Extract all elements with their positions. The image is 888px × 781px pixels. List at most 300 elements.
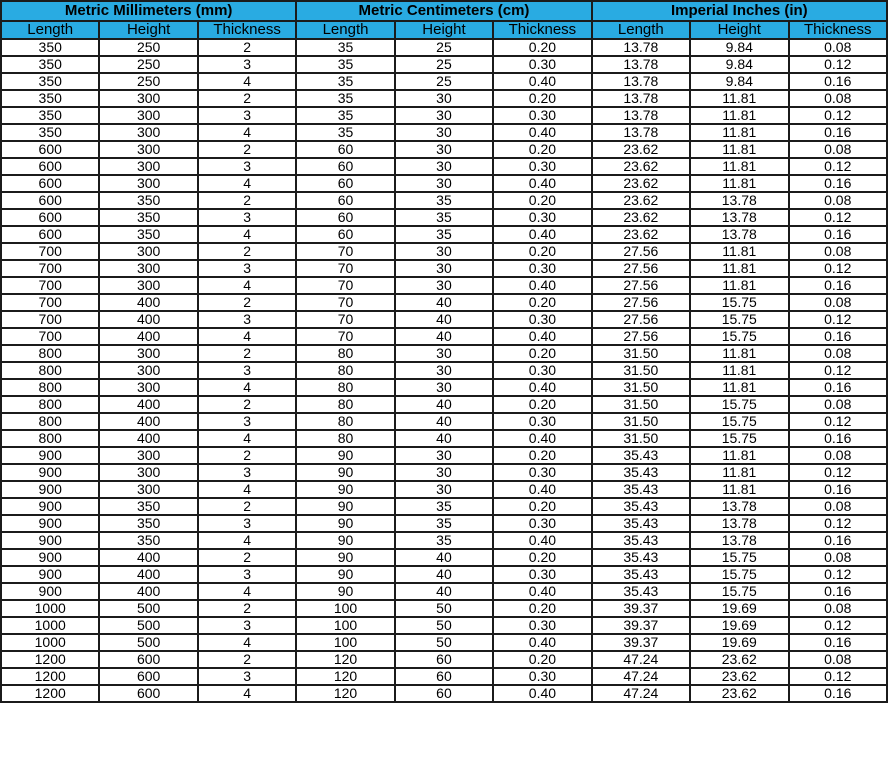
table-cell: 19.69 xyxy=(690,617,788,634)
table-cell: 400 xyxy=(99,430,197,447)
table-cell: 35.43 xyxy=(592,549,690,566)
table-cell: 90 xyxy=(296,498,394,515)
table-cell: 31.50 xyxy=(592,413,690,430)
table-cell: 0.08 xyxy=(789,294,888,311)
table-cell: 0.20 xyxy=(493,651,591,668)
table-cell: 13.78 xyxy=(592,56,690,73)
table-cell: 15.75 xyxy=(690,413,788,430)
table-cell: 300 xyxy=(99,107,197,124)
table-cell: 30 xyxy=(395,243,493,260)
table-cell: 700 xyxy=(1,277,99,294)
table-cell: 0.40 xyxy=(493,685,591,702)
table-cell: 400 xyxy=(99,396,197,413)
table-cell: 350 xyxy=(99,226,197,243)
table-cell: 700 xyxy=(1,243,99,260)
table-cell: 0.16 xyxy=(789,481,888,498)
table-cell: 47.24 xyxy=(592,685,690,702)
table-cell: 35.43 xyxy=(592,583,690,600)
table-row xyxy=(1,634,887,651)
table-cell: 60 xyxy=(296,141,394,158)
table-row xyxy=(1,600,887,617)
table-row xyxy=(1,464,887,481)
table-cell: 0.30 xyxy=(493,209,591,226)
table-cell: 30 xyxy=(395,107,493,124)
table-cell: 0.30 xyxy=(493,515,591,532)
group-header-cm: Metric Centimeters (cm) xyxy=(296,1,591,21)
table-cell: 60 xyxy=(296,209,394,226)
table-cell: 900 xyxy=(1,481,99,498)
table-cell: 60 xyxy=(296,226,394,243)
table-cell: 0.08 xyxy=(789,90,888,107)
table-row xyxy=(1,277,887,294)
table-row xyxy=(1,651,887,668)
table-cell: 900 xyxy=(1,447,99,464)
table-cell: 31.50 xyxy=(592,345,690,362)
group-header-in: Imperial Inches (in) xyxy=(592,1,887,21)
column-header-height-in: Height xyxy=(690,21,788,39)
table-cell: 11.81 xyxy=(690,260,788,277)
table-cell: 40 xyxy=(395,311,493,328)
table-cell: 2 xyxy=(198,498,296,515)
table-row xyxy=(1,447,887,464)
table-cell: 400 xyxy=(99,583,197,600)
table-cell: 0.30 xyxy=(493,668,591,685)
table-cell: 2 xyxy=(198,141,296,158)
table-cell: 0.30 xyxy=(493,158,591,175)
table-cell: 0.16 xyxy=(789,175,888,192)
table-cell: 27.56 xyxy=(592,277,690,294)
table-cell: 60 xyxy=(296,158,394,175)
table-cell: 39.37 xyxy=(592,634,690,651)
table-cell: 39.37 xyxy=(592,617,690,634)
table-cell: 3 xyxy=(198,515,296,532)
table-cell: 0.30 xyxy=(493,617,591,634)
table-cell: 4 xyxy=(198,481,296,498)
table-cell: 80 xyxy=(296,345,394,362)
table-cell: 30 xyxy=(395,481,493,498)
table-cell: 15.75 xyxy=(690,396,788,413)
table-cell: 31.50 xyxy=(592,396,690,413)
table-cell: 1200 xyxy=(1,651,99,668)
table-cell: 700 xyxy=(1,260,99,277)
table-cell: 30 xyxy=(395,277,493,294)
table-cell: 0.12 xyxy=(789,464,888,481)
table-row xyxy=(1,107,887,124)
table-cell: 0.40 xyxy=(493,634,591,651)
table-cell: 60 xyxy=(395,685,493,702)
table-cell: 23.62 xyxy=(690,651,788,668)
table-cell: 35 xyxy=(395,226,493,243)
table-cell: 3 xyxy=(198,107,296,124)
table-cell: 0.12 xyxy=(789,566,888,583)
table-cell: 0.30 xyxy=(493,107,591,124)
table-cell: 0.12 xyxy=(789,158,888,175)
table-cell: 0.08 xyxy=(789,600,888,617)
table-cell: 90 xyxy=(296,549,394,566)
table-row xyxy=(1,549,887,566)
table-cell: 15.75 xyxy=(690,328,788,345)
table-cell: 800 xyxy=(1,413,99,430)
table-cell: 400 xyxy=(99,413,197,430)
table-cell: 600 xyxy=(1,141,99,158)
table-cell: 70 xyxy=(296,260,394,277)
table-row xyxy=(1,566,887,583)
table-cell: 30 xyxy=(395,345,493,362)
table-cell: 11.81 xyxy=(690,141,788,158)
table-cell: 0.12 xyxy=(789,413,888,430)
table-cell: 300 xyxy=(99,447,197,464)
table-cell: 120 xyxy=(296,651,394,668)
table-cell: 80 xyxy=(296,396,394,413)
table-cell: 11.81 xyxy=(690,124,788,141)
table-cell: 40 xyxy=(395,549,493,566)
table-cell: 600 xyxy=(99,651,197,668)
table-cell: 2 xyxy=(198,243,296,260)
table-cell: 0.16 xyxy=(789,634,888,651)
table-row xyxy=(1,243,887,260)
table-cell: 800 xyxy=(1,345,99,362)
table-cell: 90 xyxy=(296,532,394,549)
table-cell: 400 xyxy=(99,294,197,311)
table-cell: 0.30 xyxy=(493,566,591,583)
table-cell: 11.81 xyxy=(690,158,788,175)
table-cell: 0.16 xyxy=(789,685,888,702)
table-cell: 15.75 xyxy=(690,430,788,447)
column-header-thickness-mm: Thickness xyxy=(198,21,296,39)
table-row xyxy=(1,39,887,56)
table-row xyxy=(1,141,887,158)
table-cell: 3 xyxy=(198,413,296,430)
table-cell: 250 xyxy=(99,56,197,73)
table-row xyxy=(1,498,887,515)
table-cell: 800 xyxy=(1,430,99,447)
table-cell: 0.30 xyxy=(493,464,591,481)
table-cell: 11.81 xyxy=(690,464,788,481)
table-cell: 25 xyxy=(395,73,493,90)
table-cell: 30 xyxy=(395,362,493,379)
table-cell: 23.62 xyxy=(690,685,788,702)
table-cell: 0.20 xyxy=(493,396,591,413)
table-cell: 350 xyxy=(1,107,99,124)
table-cell: 0.20 xyxy=(493,90,591,107)
table-cell: 23.62 xyxy=(592,226,690,243)
table-cell: 11.81 xyxy=(690,90,788,107)
table-cell: 23.62 xyxy=(592,192,690,209)
table-cell: 35 xyxy=(296,73,394,90)
table-cell: 0.16 xyxy=(789,583,888,600)
table-cell: 23.62 xyxy=(592,209,690,226)
table-cell: 35 xyxy=(296,124,394,141)
table-cell: 3 xyxy=(198,464,296,481)
table-row xyxy=(1,685,887,702)
table-cell: 0.40 xyxy=(493,226,591,243)
table-cell: 13.78 xyxy=(690,532,788,549)
table-row xyxy=(1,73,887,90)
table-cell: 0.20 xyxy=(493,39,591,56)
table-cell: 35.43 xyxy=(592,515,690,532)
table-cell: 40 xyxy=(395,413,493,430)
table-cell: 4 xyxy=(198,328,296,345)
table-cell: 9.84 xyxy=(690,73,788,90)
table-cell: 0.20 xyxy=(493,141,591,158)
table-cell: 0.40 xyxy=(493,532,591,549)
table-cell: 27.56 xyxy=(592,260,690,277)
table-cell: 0.16 xyxy=(789,328,888,345)
table-cell: 0.30 xyxy=(493,56,591,73)
table-cell: 2 xyxy=(198,90,296,107)
table-cell: 23.62 xyxy=(690,668,788,685)
table-cell: 4 xyxy=(198,430,296,447)
table-cell: 900 xyxy=(1,498,99,515)
table-cell: 300 xyxy=(99,124,197,141)
group-header-mm: Metric Millimeters (mm) xyxy=(1,1,296,21)
table-cell: 0.12 xyxy=(789,107,888,124)
table-cell: 70 xyxy=(296,294,394,311)
table-cell: 40 xyxy=(395,294,493,311)
table-cell: 0.08 xyxy=(789,192,888,209)
table-cell: 300 xyxy=(99,362,197,379)
table-cell: 0.30 xyxy=(493,413,591,430)
table-cell: 2 xyxy=(198,294,296,311)
table-cell: 350 xyxy=(1,39,99,56)
table-cell: 2 xyxy=(198,651,296,668)
table-cell: 50 xyxy=(395,600,493,617)
table-cell: 700 xyxy=(1,328,99,345)
column-header-length-mm: Length xyxy=(1,21,99,39)
table-cell: 0.08 xyxy=(789,39,888,56)
table-cell: 30 xyxy=(395,260,493,277)
table-cell: 4 xyxy=(198,175,296,192)
table-cell: 0.20 xyxy=(493,192,591,209)
table-cell: 3 xyxy=(198,617,296,634)
table-cell: 1200 xyxy=(1,685,99,702)
table-cell: 11.81 xyxy=(690,277,788,294)
table-cell: 250 xyxy=(99,39,197,56)
table-cell: 30 xyxy=(395,464,493,481)
table-cell: 300 xyxy=(99,175,197,192)
table-cell: 0.08 xyxy=(789,651,888,668)
table-row xyxy=(1,379,887,396)
table-cell: 3 xyxy=(198,566,296,583)
table-cell: 3 xyxy=(198,311,296,328)
table-cell: 0.12 xyxy=(789,362,888,379)
table-cell: 13.78 xyxy=(690,209,788,226)
table-cell: 35.43 xyxy=(592,481,690,498)
table-cell: 0.16 xyxy=(789,277,888,294)
table-cell: 13.78 xyxy=(690,192,788,209)
table-row xyxy=(1,158,887,175)
table-cell: 13.78 xyxy=(690,515,788,532)
table-cell: 300 xyxy=(99,158,197,175)
table-cell: 50 xyxy=(395,634,493,651)
table-cell: 90 xyxy=(296,447,394,464)
table-cell: 1000 xyxy=(1,600,99,617)
table-cell: 2 xyxy=(198,345,296,362)
table-cell: 900 xyxy=(1,515,99,532)
table-cell: 0.20 xyxy=(493,447,591,464)
table-row xyxy=(1,260,887,277)
table-cell: 300 xyxy=(99,464,197,481)
table-cell: 3 xyxy=(198,260,296,277)
table-cell: 0.40 xyxy=(493,481,591,498)
column-header-length-cm: Length xyxy=(296,21,394,39)
table-cell: 90 xyxy=(296,481,394,498)
table-cell: 35 xyxy=(395,192,493,209)
table-row xyxy=(1,345,887,362)
table-cell: 40 xyxy=(395,566,493,583)
table-cell: 23.62 xyxy=(592,175,690,192)
table-cell: 13.78 xyxy=(592,39,690,56)
table-cell: 9.84 xyxy=(690,56,788,73)
table-cell: 0.08 xyxy=(789,549,888,566)
table-row xyxy=(1,583,887,600)
table-cell: 30 xyxy=(395,124,493,141)
table-cell: 400 xyxy=(99,549,197,566)
table-cell: 35.43 xyxy=(592,498,690,515)
table-cell: 0.20 xyxy=(493,243,591,260)
table-cell: 80 xyxy=(296,379,394,396)
table-cell: 250 xyxy=(99,73,197,90)
table-cell: 300 xyxy=(99,345,197,362)
table-cell: 11.81 xyxy=(690,447,788,464)
table-cell: 0.16 xyxy=(789,226,888,243)
table-cell: 400 xyxy=(99,566,197,583)
table-cell: 0.40 xyxy=(493,175,591,192)
table-cell: 350 xyxy=(99,515,197,532)
table-cell: 4 xyxy=(198,583,296,600)
column-header-height-cm: Height xyxy=(395,21,493,39)
table-cell: 0.12 xyxy=(789,209,888,226)
table-cell: 500 xyxy=(99,634,197,651)
table-cell: 19.69 xyxy=(690,600,788,617)
table-cell: 0.40 xyxy=(493,328,591,345)
table-cell: 35.43 xyxy=(592,447,690,464)
table-cell: 2 xyxy=(198,600,296,617)
table-cell: 35 xyxy=(296,56,394,73)
table-cell: 600 xyxy=(99,668,197,685)
table-cell: 0.30 xyxy=(493,311,591,328)
table-row xyxy=(1,413,887,430)
table-cell: 900 xyxy=(1,464,99,481)
table-row xyxy=(1,209,887,226)
table-cell: 40 xyxy=(395,328,493,345)
table-cell: 35.43 xyxy=(592,464,690,481)
column-header-row xyxy=(1,21,887,39)
table-cell: 19.69 xyxy=(690,634,788,651)
table-cell: 300 xyxy=(99,260,197,277)
table-cell: 30 xyxy=(395,175,493,192)
table-cell: 60 xyxy=(296,192,394,209)
table-cell: 3 xyxy=(198,56,296,73)
table-cell: 4 xyxy=(198,379,296,396)
table-cell: 350 xyxy=(1,73,99,90)
table-cell: 600 xyxy=(1,209,99,226)
table-cell: 350 xyxy=(99,192,197,209)
table-cell: 0.12 xyxy=(789,260,888,277)
table-cell: 4 xyxy=(198,124,296,141)
table-cell: 35 xyxy=(395,532,493,549)
table-cell: 70 xyxy=(296,277,394,294)
table-cell: 400 xyxy=(99,311,197,328)
table-cell: 15.75 xyxy=(690,583,788,600)
table-cell: 0.08 xyxy=(789,243,888,260)
table-cell: 80 xyxy=(296,430,394,447)
table-cell: 900 xyxy=(1,583,99,600)
table-cell: 60 xyxy=(395,668,493,685)
table-cell: 700 xyxy=(1,311,99,328)
table-cell: 40 xyxy=(395,430,493,447)
table-row xyxy=(1,90,887,107)
table-cell: 100 xyxy=(296,600,394,617)
table-cell: 0.12 xyxy=(789,668,888,685)
table-cell: 4 xyxy=(198,685,296,702)
table-cell: 3 xyxy=(198,668,296,685)
table-cell: 90 xyxy=(296,515,394,532)
table-row xyxy=(1,175,887,192)
table-cell: 300 xyxy=(99,141,197,158)
table-cell: 25 xyxy=(395,56,493,73)
table-cell: 0.40 xyxy=(493,583,591,600)
table-cell: 350 xyxy=(99,209,197,226)
table-cell: 60 xyxy=(296,175,394,192)
table-cell: 100 xyxy=(296,617,394,634)
table-cell: 0.12 xyxy=(789,56,888,73)
table-cell: 0.16 xyxy=(789,532,888,549)
table-cell: 31.50 xyxy=(592,362,690,379)
table-cell: 0.12 xyxy=(789,515,888,532)
table-cell: 15.75 xyxy=(690,549,788,566)
table-row xyxy=(1,124,887,141)
table-cell: 39.37 xyxy=(592,600,690,617)
table-cell: 11.81 xyxy=(690,107,788,124)
table-cell: 35 xyxy=(395,498,493,515)
table-cell: 0.40 xyxy=(493,277,591,294)
table-cell: 600 xyxy=(1,226,99,243)
table-cell: 900 xyxy=(1,549,99,566)
table-cell: 30 xyxy=(395,158,493,175)
table-cell: 23.62 xyxy=(592,158,690,175)
table-cell: 0.30 xyxy=(493,362,591,379)
table-cell: 1200 xyxy=(1,668,99,685)
column-header-thickness-in: Thickness xyxy=(789,21,888,39)
table-row xyxy=(1,56,887,73)
table-cell: 350 xyxy=(1,124,99,141)
table-cell: 60 xyxy=(395,651,493,668)
column-header-thickness-cm: Thickness xyxy=(493,21,591,39)
table-cell: 300 xyxy=(99,90,197,107)
table-cell: 35.43 xyxy=(592,566,690,583)
table-cell: 0.12 xyxy=(789,311,888,328)
table-cell: 80 xyxy=(296,362,394,379)
table-body xyxy=(1,39,887,702)
table-row xyxy=(1,515,887,532)
table-row xyxy=(1,430,887,447)
table-cell: 0.40 xyxy=(493,124,591,141)
table-cell: 900 xyxy=(1,566,99,583)
table-row xyxy=(1,294,887,311)
table-cell: 11.81 xyxy=(690,345,788,362)
table-cell: 30 xyxy=(395,90,493,107)
table-cell: 23.62 xyxy=(592,141,690,158)
table-cell: 35 xyxy=(395,209,493,226)
table-cell: 0.20 xyxy=(493,600,591,617)
table-row xyxy=(1,362,887,379)
table-header xyxy=(1,1,887,39)
table-cell: 0.08 xyxy=(789,141,888,158)
table-cell: 400 xyxy=(99,328,197,345)
table-cell: 27.56 xyxy=(592,328,690,345)
table-cell: 50 xyxy=(395,617,493,634)
